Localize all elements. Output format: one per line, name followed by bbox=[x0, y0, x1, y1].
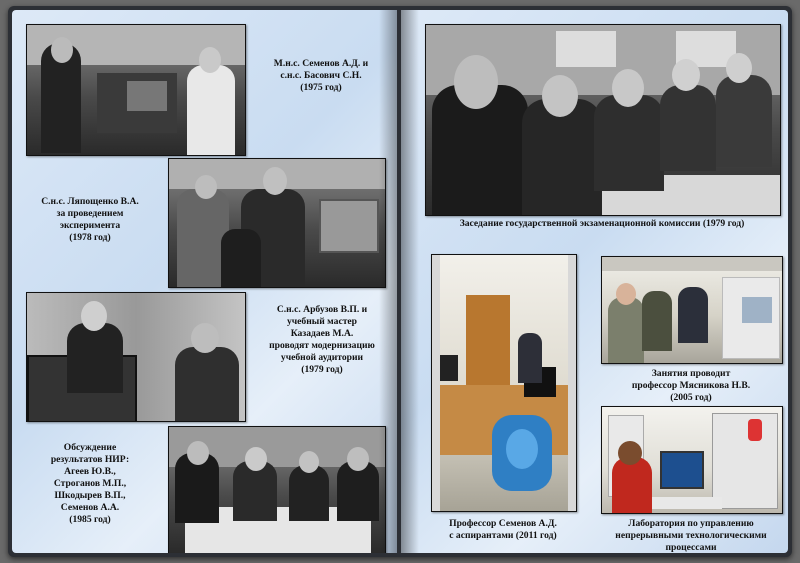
caption-process-control-lab: Лаборатория по управлению непрерывными технологическими процессами bbox=[615, 518, 767, 553]
caption-exam-commission-1979: Заседание государственной экзаменационной комиссии (1979 год) bbox=[459, 218, 745, 229]
photo-myasnikova-class-2005 bbox=[601, 256, 783, 364]
right-page bbox=[401, 10, 788, 553]
caption-semenov-graduate-students-2011: Профессор Семенов А.Д. с аспирантами (2011 год) bbox=[449, 518, 557, 541]
caption-semenov-basovich-1975: М.н.с. Семенов А.Д. и с.н.с. Басович С.Н. (1975 год) bbox=[273, 58, 369, 93]
photo-semenov-graduate-students-2011 bbox=[431, 254, 577, 512]
caption-myasnikova-class-2005: Занятия проводит профессор Мясникова Н.В. (2005 год) bbox=[631, 368, 751, 403]
photo-nir-discussion-1985 bbox=[168, 426, 386, 553]
photo-process-control-lab bbox=[601, 406, 783, 514]
caption-nir-discussion-1985: Обсуждение результатов НИР: Агеев Ю.В., Строганов М.П., Шкодырев В.П., Семенов А.А. (1985 год) bbox=[50, 442, 130, 525]
photo-semenov-basovich-1975 bbox=[26, 24, 246, 156]
photo-arbuzov-kazadaev-1979 bbox=[26, 292, 246, 422]
caption-arbuzov-kazadaev-1979: С.н.с. Арбузов В.П. и учебный мастер Казадаев М.А. проводят модернизацию учебной аудитории (1979 год) bbox=[269, 304, 375, 375]
caption-lyaposhchenko-1978: С.н.с. Ляпощенко В.А. за проведением эксперимента (1978 год) bbox=[41, 196, 139, 243]
left-page bbox=[12, 10, 397, 553]
photo-lyaposhchenko-1978 bbox=[168, 158, 386, 288]
photo-exam-commission-1979 bbox=[425, 24, 781, 216]
book-spread bbox=[8, 6, 792, 557]
